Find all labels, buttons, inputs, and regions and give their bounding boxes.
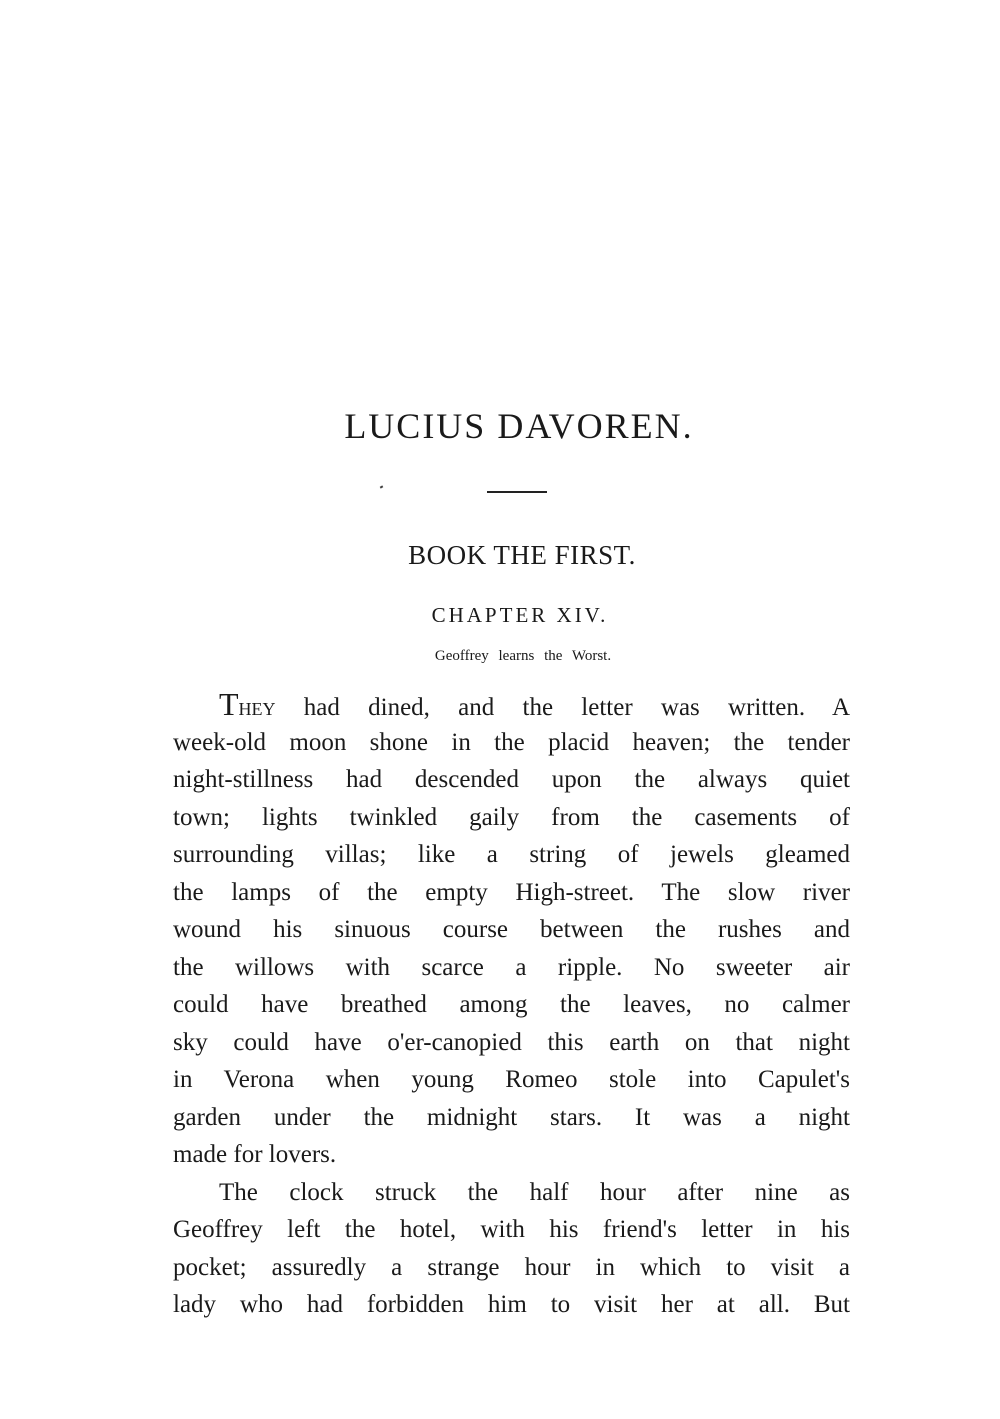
text-line: town; lights twinkled gaily from the casements of: [173, 803, 850, 831]
text-line: pocket; assuredly a strange hour in which to visit a: [173, 1253, 850, 1281]
text-line: week-old moon shone in the placid heaven; the tender: [173, 728, 850, 756]
text-line: The clock struck the half hour after nine as: [219, 1178, 850, 1206]
text-line: night-stillness had descended upon the always quiet: [173, 766, 850, 793]
paragraph-2: [173, 1174, 850, 1324]
text-line: the lamps of the empty High-street. The slow river: [173, 878, 850, 906]
text-line: made for lovers.: [173, 1141, 337, 1168]
paragraph-1: [173, 686, 850, 1174]
small-caps-word: hey: [238, 694, 276, 721]
body-text: [173, 686, 850, 1324]
text-line: could have breathed among the leaves, no calmer: [173, 991, 850, 1018]
text-line: garden under the midnight stars. It was a night: [173, 1103, 850, 1131]
text-span: had dined, and the letter was written. A: [275, 694, 850, 721]
text-line: the willows with scarce a ripple. No sweeter air: [173, 953, 850, 981]
scan-speck: [380, 485, 384, 488]
drop-initial: T: [219, 686, 239, 722]
book-heading: BOOK THE FIRST.: [408, 540, 636, 570]
text-line: lady who had forbidden him to visit her at all. But: [173, 1291, 850, 1318]
text-line: sky could have o'er-canopied this earth on that night: [173, 1028, 850, 1056]
text-line: Geoffrey left the hotel, with his friend's letter in his: [173, 1216, 850, 1243]
text-line: [173, 686, 850, 724]
title-divider: [487, 491, 547, 493]
chapter-title: Geoffrey learns the Worst.: [434, 648, 612, 664]
chapter-heading: CHAPTER XIV.: [431, 603, 609, 627]
text-line: wound his sinuous course between the rushes and: [173, 916, 850, 943]
text-line: surrounding villas; like a string of jewels gleamed: [173, 841, 850, 868]
text-line: in Verona when young Romeo stole into Capulet's: [173, 1066, 850, 1093]
book-title: LUCIUS DAVOREN.: [344, 406, 694, 446]
